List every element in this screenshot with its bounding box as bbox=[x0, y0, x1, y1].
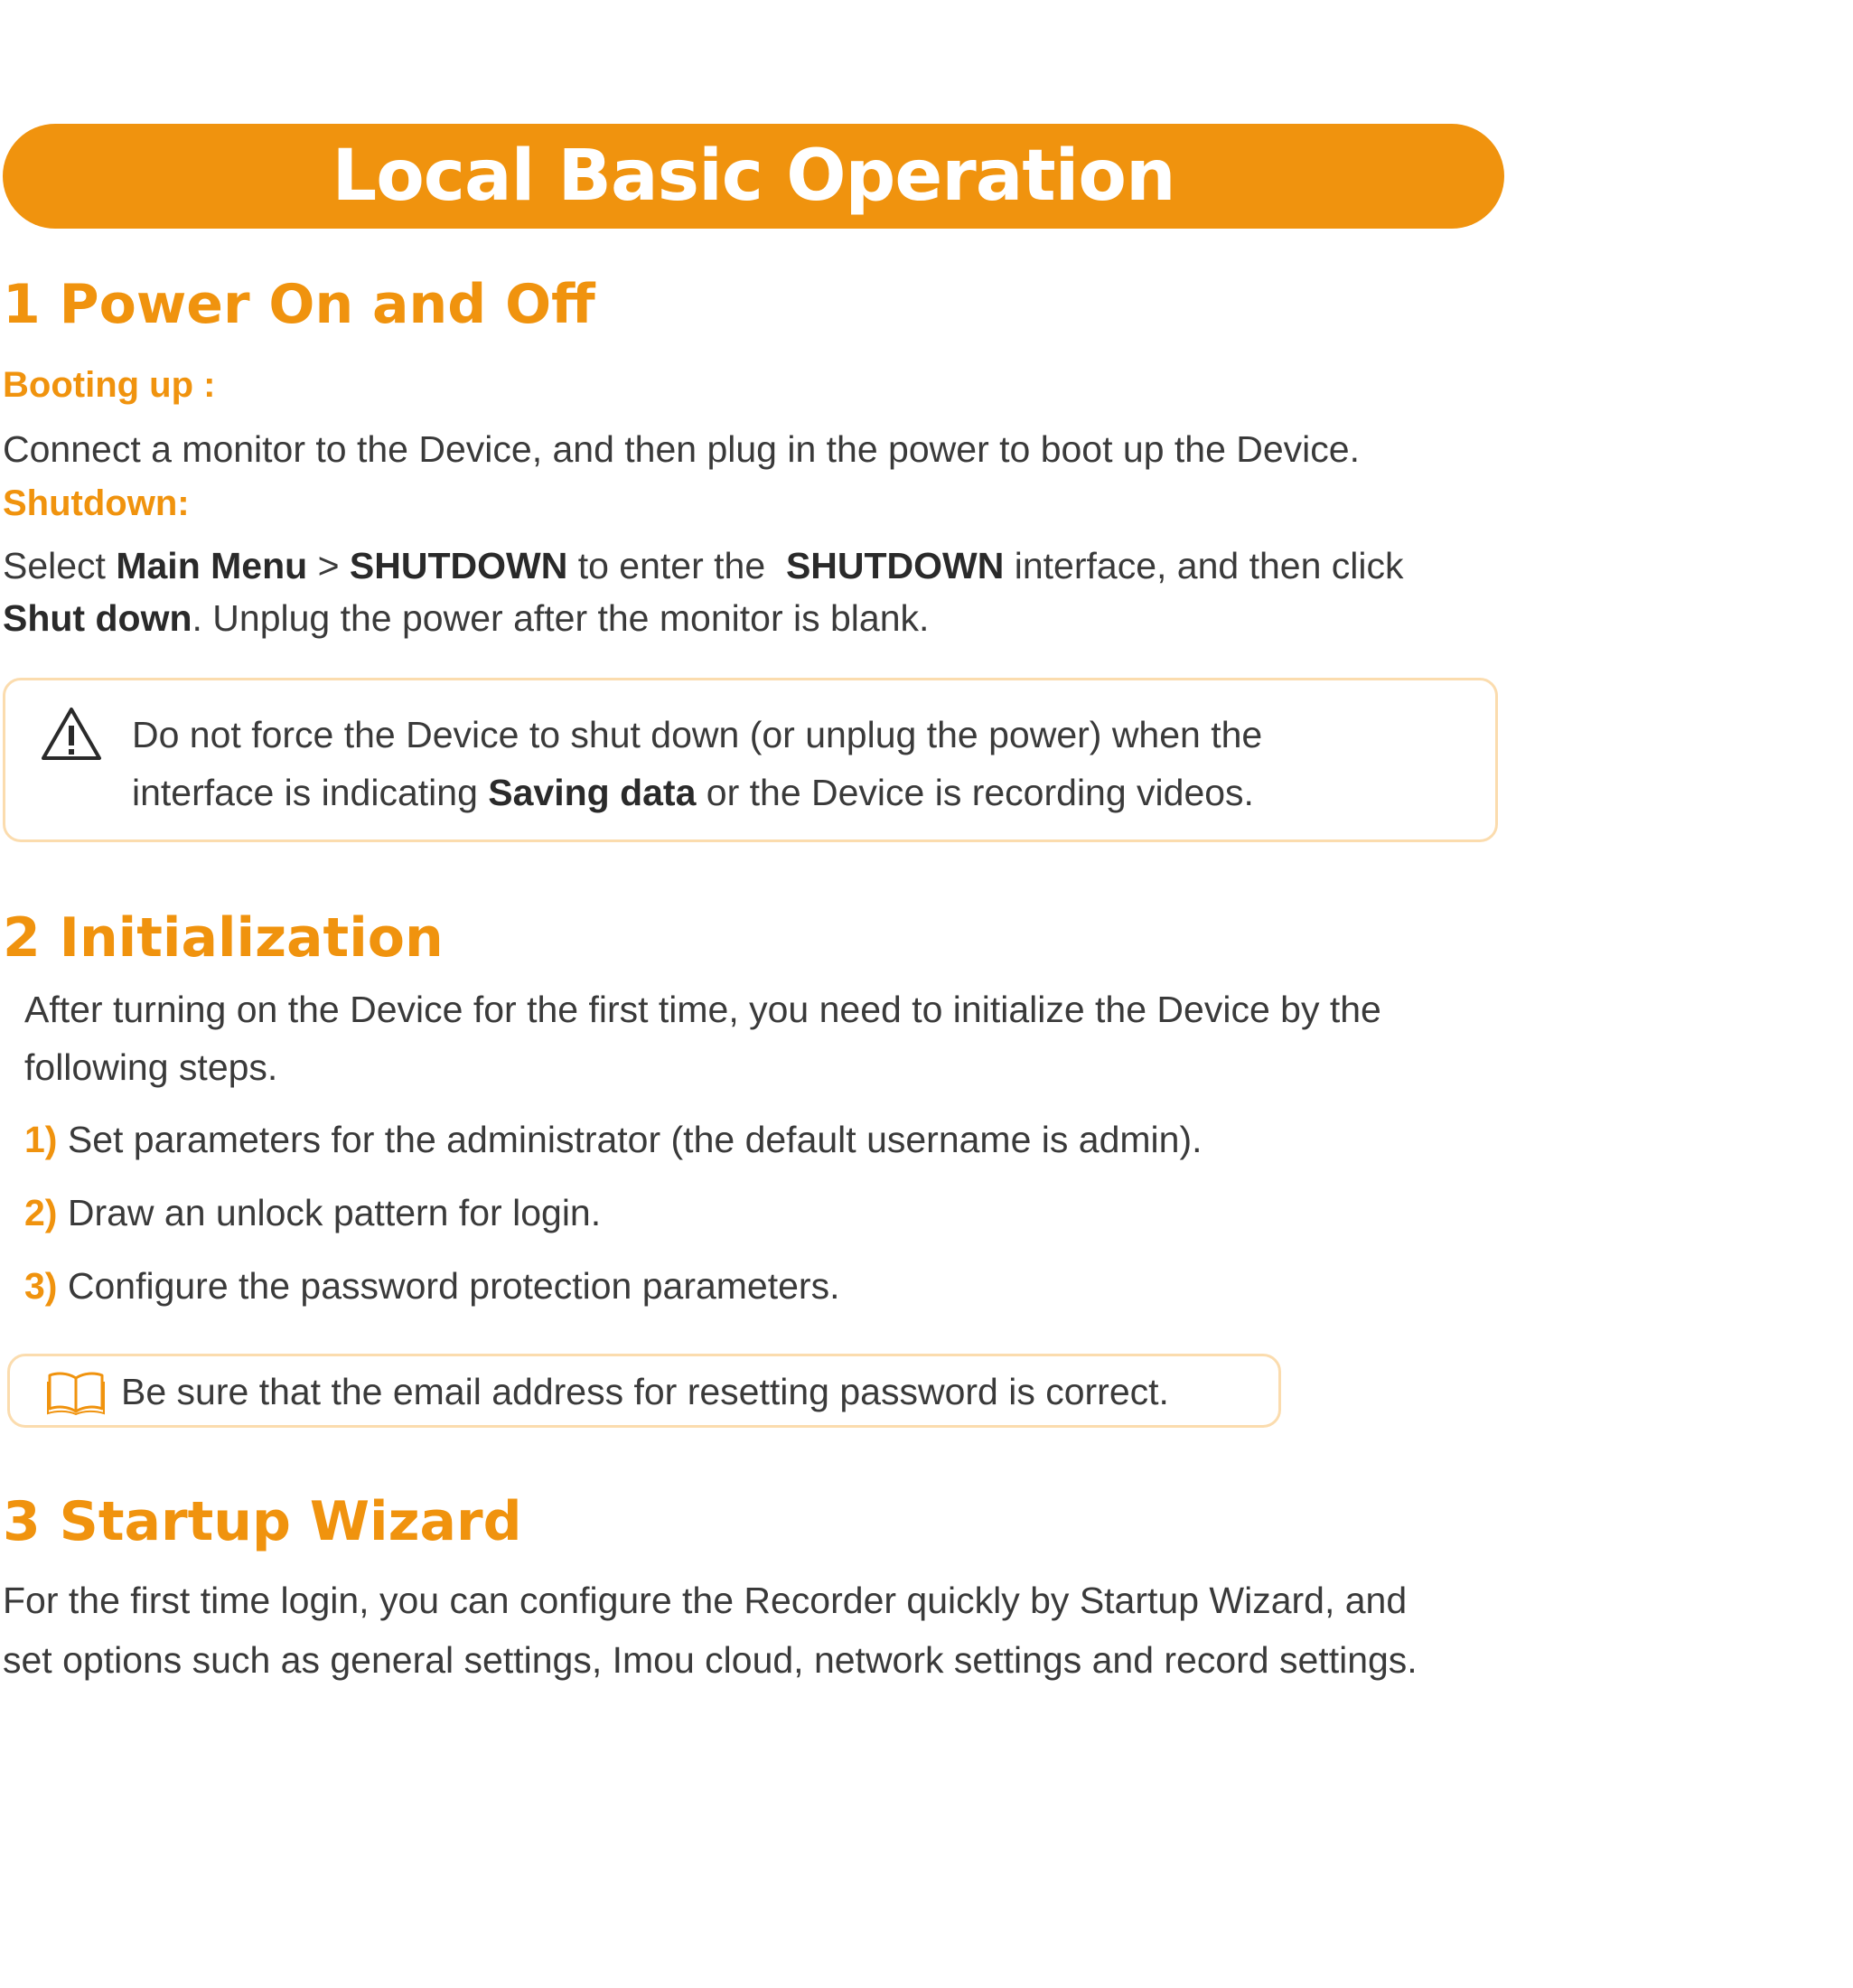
step-text: Configure the password protection parameters. bbox=[57, 1265, 840, 1307]
menu-term-shutdown: SHUTDOWN bbox=[349, 545, 568, 586]
text-span: Select bbox=[3, 545, 117, 586]
term-saving-data: Saving data bbox=[488, 772, 697, 813]
shutdown-label: Shutdown: bbox=[3, 483, 190, 523]
step-2 bbox=[24, 1186, 601, 1239]
step-text: Draw an unlock pattern for login. bbox=[57, 1192, 602, 1233]
title-banner bbox=[3, 124, 1504, 229]
booting-up-text: Connect a monitor to the Device, and then plug in the power to boot up the Device. bbox=[3, 428, 1360, 470]
section-heading-power: 1 Power On and Off bbox=[3, 273, 595, 336]
shutdown-instruction-line2 bbox=[3, 592, 929, 644]
text-span: . Unplug the power after the monitor is blank. bbox=[192, 597, 930, 639]
note-callout bbox=[7, 1354, 1281, 1428]
menu-term-shutdown-interface: SHUTDOWN bbox=[785, 545, 1005, 586]
step-number: 2) bbox=[24, 1192, 58, 1233]
warning-triangle-icon bbox=[40, 706, 103, 766]
section-heading-startup-wizard: 3 Startup Wizard bbox=[3, 1490, 522, 1553]
section-heading-initialization: 2 Initialization bbox=[3, 906, 444, 970]
booting-up-label: Booting up : bbox=[3, 365, 216, 405]
intro-line2: following steps. bbox=[24, 1046, 278, 1088]
startup-wizard-text bbox=[3, 1571, 1418, 1690]
warning-text bbox=[132, 706, 1262, 821]
warning-callout bbox=[3, 678, 1498, 842]
note-text: Be sure that the email address for resetting password is correct. bbox=[121, 1371, 1169, 1412]
text-span: > bbox=[307, 545, 350, 586]
page-title: Local Basic Operation bbox=[332, 136, 1175, 217]
warning-line2 bbox=[132, 764, 1262, 821]
text-span: interface, and then click bbox=[1004, 545, 1404, 586]
menu-term-main-menu: Main Menu bbox=[116, 545, 308, 586]
startup-line2: set options such as general settings, Imou cloud, network settings and record settings. bbox=[3, 1639, 1418, 1681]
intro-line1: After turning on the Device for the first time, you need to initialize the Device by the bbox=[24, 989, 1381, 1030]
warning-line1: Do not force the Device to shut down (or unplug the power) when the bbox=[132, 714, 1263, 755]
text-span: to enter the bbox=[567, 545, 786, 586]
step-number: 3) bbox=[24, 1265, 58, 1307]
book-icon bbox=[46, 1371, 106, 1421]
initialization-intro bbox=[24, 980, 1381, 1096]
step-1 bbox=[24, 1113, 1203, 1166]
text-span: or the Device is recording videos. bbox=[696, 772, 1254, 813]
step-number: 1) bbox=[24, 1119, 58, 1160]
step-3 bbox=[24, 1260, 839, 1312]
text-span: interface is indicating bbox=[132, 772, 489, 813]
startup-line1: For the first time login, you can configure the Recorder quickly by Startup Wizard, and bbox=[3, 1580, 1408, 1621]
shutdown-instruction-line1 bbox=[3, 539, 1404, 592]
menu-term-shut-down: Shut down bbox=[3, 597, 192, 639]
step-text: Set parameters for the administrator (the default username is admin). bbox=[57, 1119, 1203, 1160]
